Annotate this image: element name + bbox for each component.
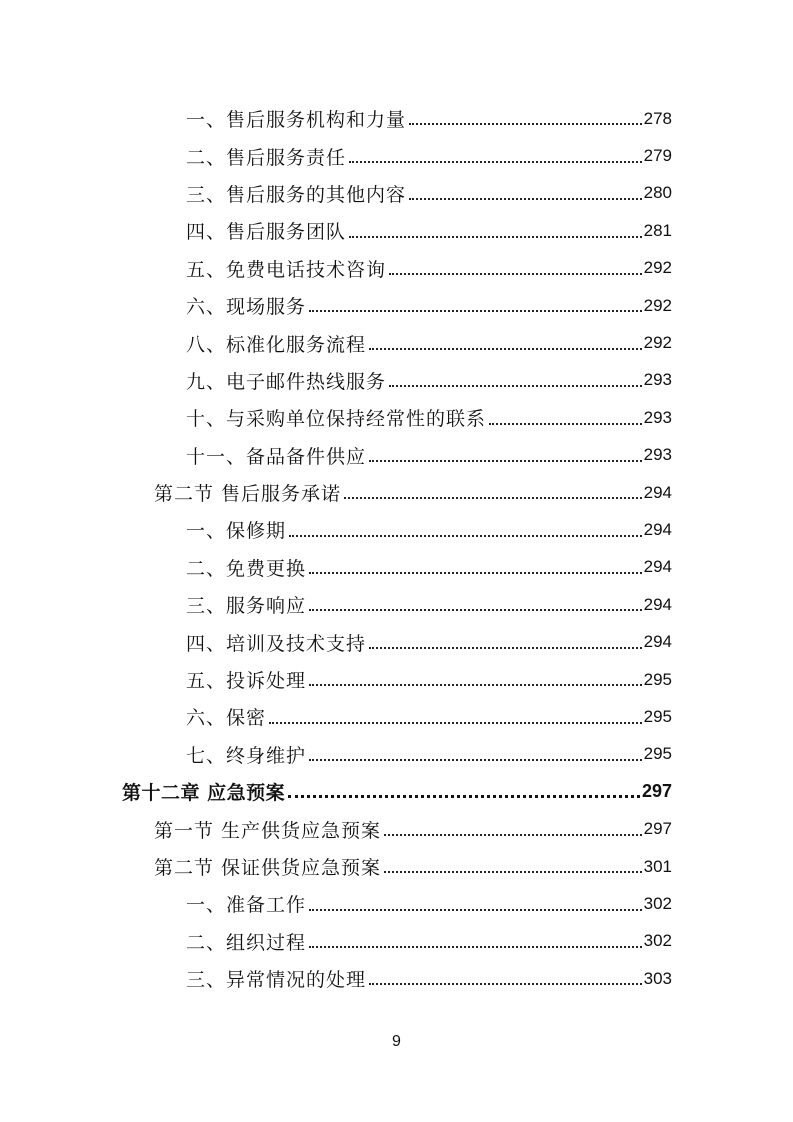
toc-entry-title: 一、售后服务机构和力量 [186,109,407,132]
toc-entry-title: 五、免费电话技术咨询 [186,258,387,281]
toc-entry[interactable] [0,698,793,735]
toc-entry[interactable] [0,960,793,997]
toc-entry-page: 303 [643,968,672,988]
toc-entry-page: 292 [643,258,672,278]
toc-entry-title: 五、投诉处理 [186,670,307,693]
toc-entry[interactable] [0,324,793,361]
toc-dot-leader [349,236,642,238]
toc-entry-title: 第二节 保证供货应急预案 [154,857,382,879]
toc-entry-page: 295 [643,744,672,764]
toc-entry-page: 278 [643,108,672,128]
toc-dot-leader [384,834,642,836]
toc-dot-leader [309,946,642,948]
toc-entry-title: 第十二章 应急预案 [122,782,286,805]
toc-entry[interactable] [0,661,793,698]
toc-entry-page: 295 [643,669,672,689]
toc-dot-leader [309,759,642,761]
toc-dot-leader [489,423,642,425]
toc-entry-page: 294 [643,519,672,539]
toc-entry[interactable] [0,362,793,399]
table-of-contents [0,100,793,997]
toc-dot-leader [309,310,642,312]
toc-entry-title: 三、服务响应 [186,595,307,618]
toc-entry-title: 四、培训及技术支持 [186,632,367,655]
toc-entry[interactable] [0,137,793,174]
toc-dot-leader [389,273,642,275]
toc-entry-title: 六、保密 [186,707,267,730]
toc-entry[interactable] [0,212,793,249]
toc-dot-leader [344,497,642,499]
toc-dot-leader [309,609,642,611]
toc-entry[interactable] [0,623,793,660]
toc-entry-title: 二、免费更换 [186,557,307,580]
toc-entry-page: 294 [643,557,672,577]
toc-dot-leader [349,161,642,163]
toc-entry[interactable] [0,511,793,548]
toc-entry-page: 294 [643,482,672,502]
toc-dot-leader [369,348,642,350]
toc-entry[interactable] [0,474,793,511]
toc-entry[interactable] [0,287,793,324]
toc-dot-leader [309,572,642,574]
toc-entry-page: 292 [643,295,672,315]
toc-entry[interactable] [0,848,793,885]
toc-entry-page: 280 [643,183,672,203]
toc-entry[interactable] [0,773,793,810]
toc-entry[interactable] [0,549,793,586]
toc-entry[interactable] [0,885,793,922]
toc-entry-page: 297 [641,781,672,802]
toc-entry-title: 十、与采购单位保持经常性的联系 [186,408,487,431]
toc-entry-page: 301 [643,856,672,876]
toc-entry[interactable] [0,175,793,212]
toc-entry-title: 一、准备工作 [186,894,307,917]
toc-entry[interactable] [0,437,793,474]
toc-entry-page: 293 [643,407,672,427]
toc-entry-page: 295 [643,706,672,726]
toc-entry[interactable] [0,399,793,436]
toc-entry[interactable] [0,250,793,287]
toc-entry-title: 六、现场服务 [186,296,307,319]
toc-entry-page: 294 [643,632,672,652]
toc-entry-page: 302 [643,931,672,951]
toc-entry-title: 七、终身维护 [186,744,307,767]
toc-entry[interactable] [0,736,793,773]
toc-entry[interactable] [0,586,793,623]
toc-dot-leader [288,795,640,798]
toc-entry-title: 十一、备品备件供应 [186,445,367,468]
toc-entry-page: 294 [643,594,672,614]
toc-dot-leader [369,647,642,649]
toc-entry-title: 三、售后服务的其他内容 [186,183,407,206]
toc-entry-page: 292 [643,333,672,353]
toc-entry-page: 302 [643,893,672,913]
toc-entry-page: 281 [643,220,672,240]
toc-entry-title: 九、电子邮件热线服务 [186,370,387,393]
toc-entry-page: 293 [643,370,672,390]
toc-dot-leader [409,123,642,125]
toc-entry-title: 第二节 售后服务承诺 [154,483,342,506]
toc-entry-title: 一、保修期 [186,520,287,543]
toc-dot-leader [289,535,642,537]
toc-entry-page: 297 [643,819,672,839]
toc-entry[interactable] [0,810,793,847]
toc-entry-title: 四、售后服务团队 [186,221,347,244]
toc-entry[interactable] [0,923,793,960]
toc-entry[interactable] [0,100,793,137]
toc-entry-title: 二、组织过程 [186,931,307,954]
toc-dot-leader [409,198,642,200]
toc-entry-title: 二、售后服务责任 [186,146,347,169]
toc-dot-leader [369,460,642,462]
toc-dot-leader [309,909,642,911]
toc-entry-title: 第一节 生产供货应急预案 [154,819,382,842]
toc-entry-page: 293 [643,445,672,465]
toc-dot-leader [389,385,642,387]
page-number: 9 [392,1033,401,1050]
toc-dot-leader [369,983,642,985]
toc-dot-leader [384,871,642,873]
toc-entry-title: 八、标准化服务流程 [186,333,367,356]
toc-dot-leader [269,722,642,724]
toc-entry-page: 279 [643,146,672,166]
toc-dot-leader [309,684,642,686]
toc-entry-title: 三、异常情况的处理 [186,969,367,992]
